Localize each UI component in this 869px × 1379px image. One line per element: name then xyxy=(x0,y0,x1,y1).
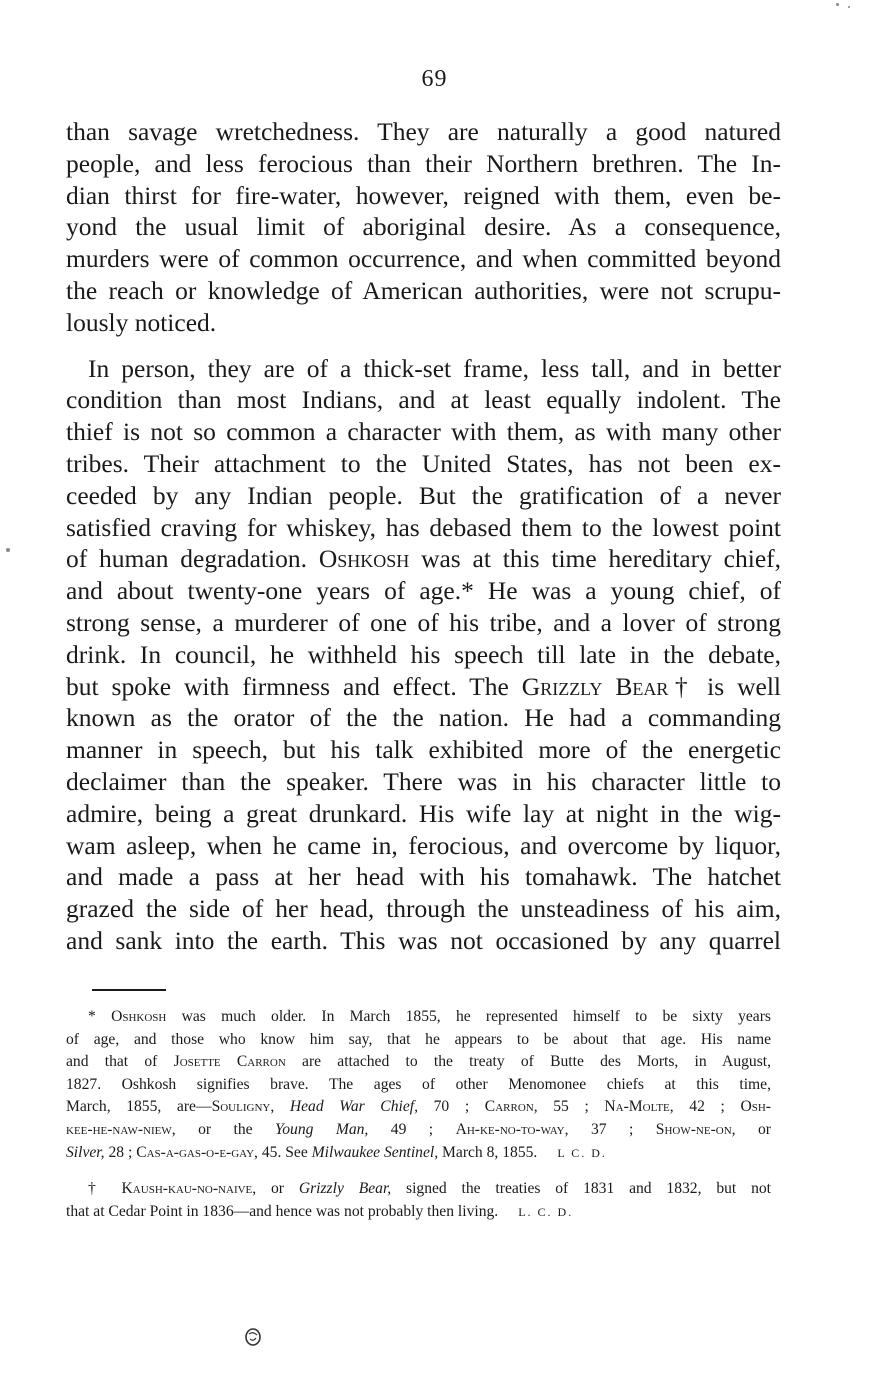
text-run: March 8, 1855. xyxy=(442,1143,538,1161)
text-run: 70 ; xyxy=(433,1098,470,1116)
text-run: or xyxy=(271,1180,284,1198)
library-stamp-mark xyxy=(244,1327,262,1347)
footnote-2 xyxy=(66,1178,771,1223)
text-line xyxy=(66,543,781,575)
name-kaush-kau-no-naive: Kaush-kau-no-naive, xyxy=(121,1180,257,1198)
text-run: or the xyxy=(198,1120,253,1138)
text-line: thief is not so common a character with them, as with many other xyxy=(66,417,781,447)
text-run: 55 ; xyxy=(553,1098,589,1116)
name-osh-part: Osh- xyxy=(740,1098,771,1116)
name-grizzly-bear: Grizzly Bear xyxy=(521,671,669,701)
title-head-war-chief: Head War Chief, xyxy=(289,1098,418,1116)
text-line: yond the usual limit of aboriginal desire. As a consequence, xyxy=(66,212,781,242)
text-line: known as the orator of the the nation. He had a commanding xyxy=(66,703,781,733)
text-line: and sank into the earth. This was not occasioned by any quarrel xyxy=(66,925,781,955)
text-run: was much older. In March 1855, he represented himself to be sixty years xyxy=(181,1008,771,1025)
text-line: than savage wretchedness. They are naturally a good natured xyxy=(66,117,781,146)
text-line: drink. In council, he withheld his speech till late in the debate, xyxy=(66,639,781,669)
print-speck xyxy=(848,6,850,8)
text-run: 28 ; xyxy=(108,1143,133,1161)
text-line: In person, they are of a thick-set frame, less tall, and in better xyxy=(88,353,781,383)
name-na-molte: Na-Molte, xyxy=(604,1098,674,1116)
text-line: condition than most Indians, and at least equally indolent. The xyxy=(66,385,781,415)
title-milwaukee-sentinel: Milwaukee Sentinel, xyxy=(311,1143,439,1161)
text-run: 49 ; xyxy=(390,1120,434,1138)
paragraph-2 xyxy=(66,353,781,957)
name-kee-he-naw-niew: kee-he-naw-niew, xyxy=(66,1120,176,1138)
text-line: and made a pass at her head with his tomahawk. The hatchet xyxy=(66,862,781,892)
text-line: and about twenty-one years of age.* He was a young chief, of xyxy=(66,576,781,606)
text-line: tribes. Their attachment to the United States, has not been ex- xyxy=(66,448,781,478)
footnotes xyxy=(66,1006,771,1223)
text-line: declaimer than the speaker. There was in his character little to xyxy=(66,766,781,796)
author-initials: L C. D. xyxy=(557,1145,607,1160)
footnote-line xyxy=(66,1142,771,1165)
footnote-line xyxy=(66,1178,771,1201)
author-initials: L. C. D. xyxy=(518,1204,574,1219)
footnote-line xyxy=(66,1051,771,1074)
title-silver: Silver, xyxy=(66,1143,105,1161)
text-line: wam asleep, when he came in, ferocious, and overcome by liquor, xyxy=(66,830,781,860)
name-cas-a-gas-o-e-gay: Cas-a-gas-o-e-gay, xyxy=(136,1143,258,1161)
print-speck xyxy=(836,3,839,6)
footnote-line xyxy=(66,1096,771,1119)
text-run: March, 1855, are— xyxy=(66,1098,212,1116)
name-show-ne-on: Show-ne-on, xyxy=(655,1120,736,1138)
footnote-mark: † xyxy=(88,1180,107,1198)
footnote-line: 1827. Oshkosh signifies brave. The ages of other Menomonee chiefs at this time, xyxy=(66,1075,771,1093)
footnote-1 xyxy=(66,1006,771,1164)
name-oshkosh: Oshkosh xyxy=(318,544,410,574)
text-line: grazed the side of her head, through the unsteadiness of his aim, xyxy=(66,894,781,924)
text-run: but spoke with firmness and effect. The xyxy=(66,671,509,701)
name-souligny: Souligny, xyxy=(211,1098,275,1116)
page-number: 69 xyxy=(421,66,448,92)
text-line: strong sense, a murderer of one of his tribe, and a lover of strong xyxy=(66,607,781,637)
text-run: are attached to the treaty of Butte des Morts, in August, xyxy=(302,1053,772,1071)
text-run: 37 ; xyxy=(590,1120,634,1138)
text-run: † is well xyxy=(668,671,782,701)
text-run: that at Cedar Point in 1836—and hence was not probably then living. xyxy=(66,1202,499,1220)
text-run: or xyxy=(758,1120,771,1138)
footnote-mark: * xyxy=(88,1008,96,1025)
name-oshkosh: Oshkosh xyxy=(111,1008,167,1025)
text-run: of human degradation. xyxy=(66,544,307,574)
text-line: murders were of common occurrence, and when committed beyond xyxy=(66,244,781,274)
text-run: 45. See xyxy=(261,1143,308,1161)
text-line: the reach or knowledge of American authorities, were not scrupu- xyxy=(66,275,781,305)
text-line: lously noticed. xyxy=(66,307,217,337)
text-line: satisfied craving for whiskey, has debased them to the lowest point xyxy=(66,512,781,542)
body-text xyxy=(66,116,781,957)
name-carron: Carron, xyxy=(484,1098,538,1116)
paragraph-1 xyxy=(66,116,781,339)
name-ah-ke-no-to-way: Ah-ke-no-to-way, xyxy=(455,1120,569,1138)
text-line: ceeded by any Indian people. But the gratification of a never xyxy=(66,480,781,510)
text-run: was at this time hereditary chief, xyxy=(421,544,782,574)
text-run: signed the treaties of 1831 and 1832, but not xyxy=(406,1180,771,1198)
footnote-divider xyxy=(92,989,166,991)
footnote-line xyxy=(66,1119,771,1142)
text-line xyxy=(66,671,781,703)
text-line: dian thirst for fire-water, however, reigned with them, even be- xyxy=(66,180,781,210)
title-young-man: Young Man, xyxy=(274,1120,369,1138)
footnote-line: of age, and those who know him say, that he appears to be about that age. His name xyxy=(66,1030,771,1048)
text-line: people, and less ferocious than their Northern brethren. The In- xyxy=(66,148,781,178)
title-grizzly-bear: Grizzly Bear, xyxy=(298,1180,392,1198)
footnote-line xyxy=(66,1006,771,1029)
text-run: 42 ; xyxy=(689,1098,725,1116)
text-line: manner in speech, but his talk exhibited more of the energetic xyxy=(66,735,781,765)
text-line: admire, being a great drunkard. His wife lay at night in the wig- xyxy=(66,798,781,828)
text-run: and that of xyxy=(66,1053,158,1071)
name-josette-carron: Josette Carron xyxy=(173,1053,286,1071)
footnote-line xyxy=(66,1201,771,1224)
print-speck xyxy=(6,548,10,552)
